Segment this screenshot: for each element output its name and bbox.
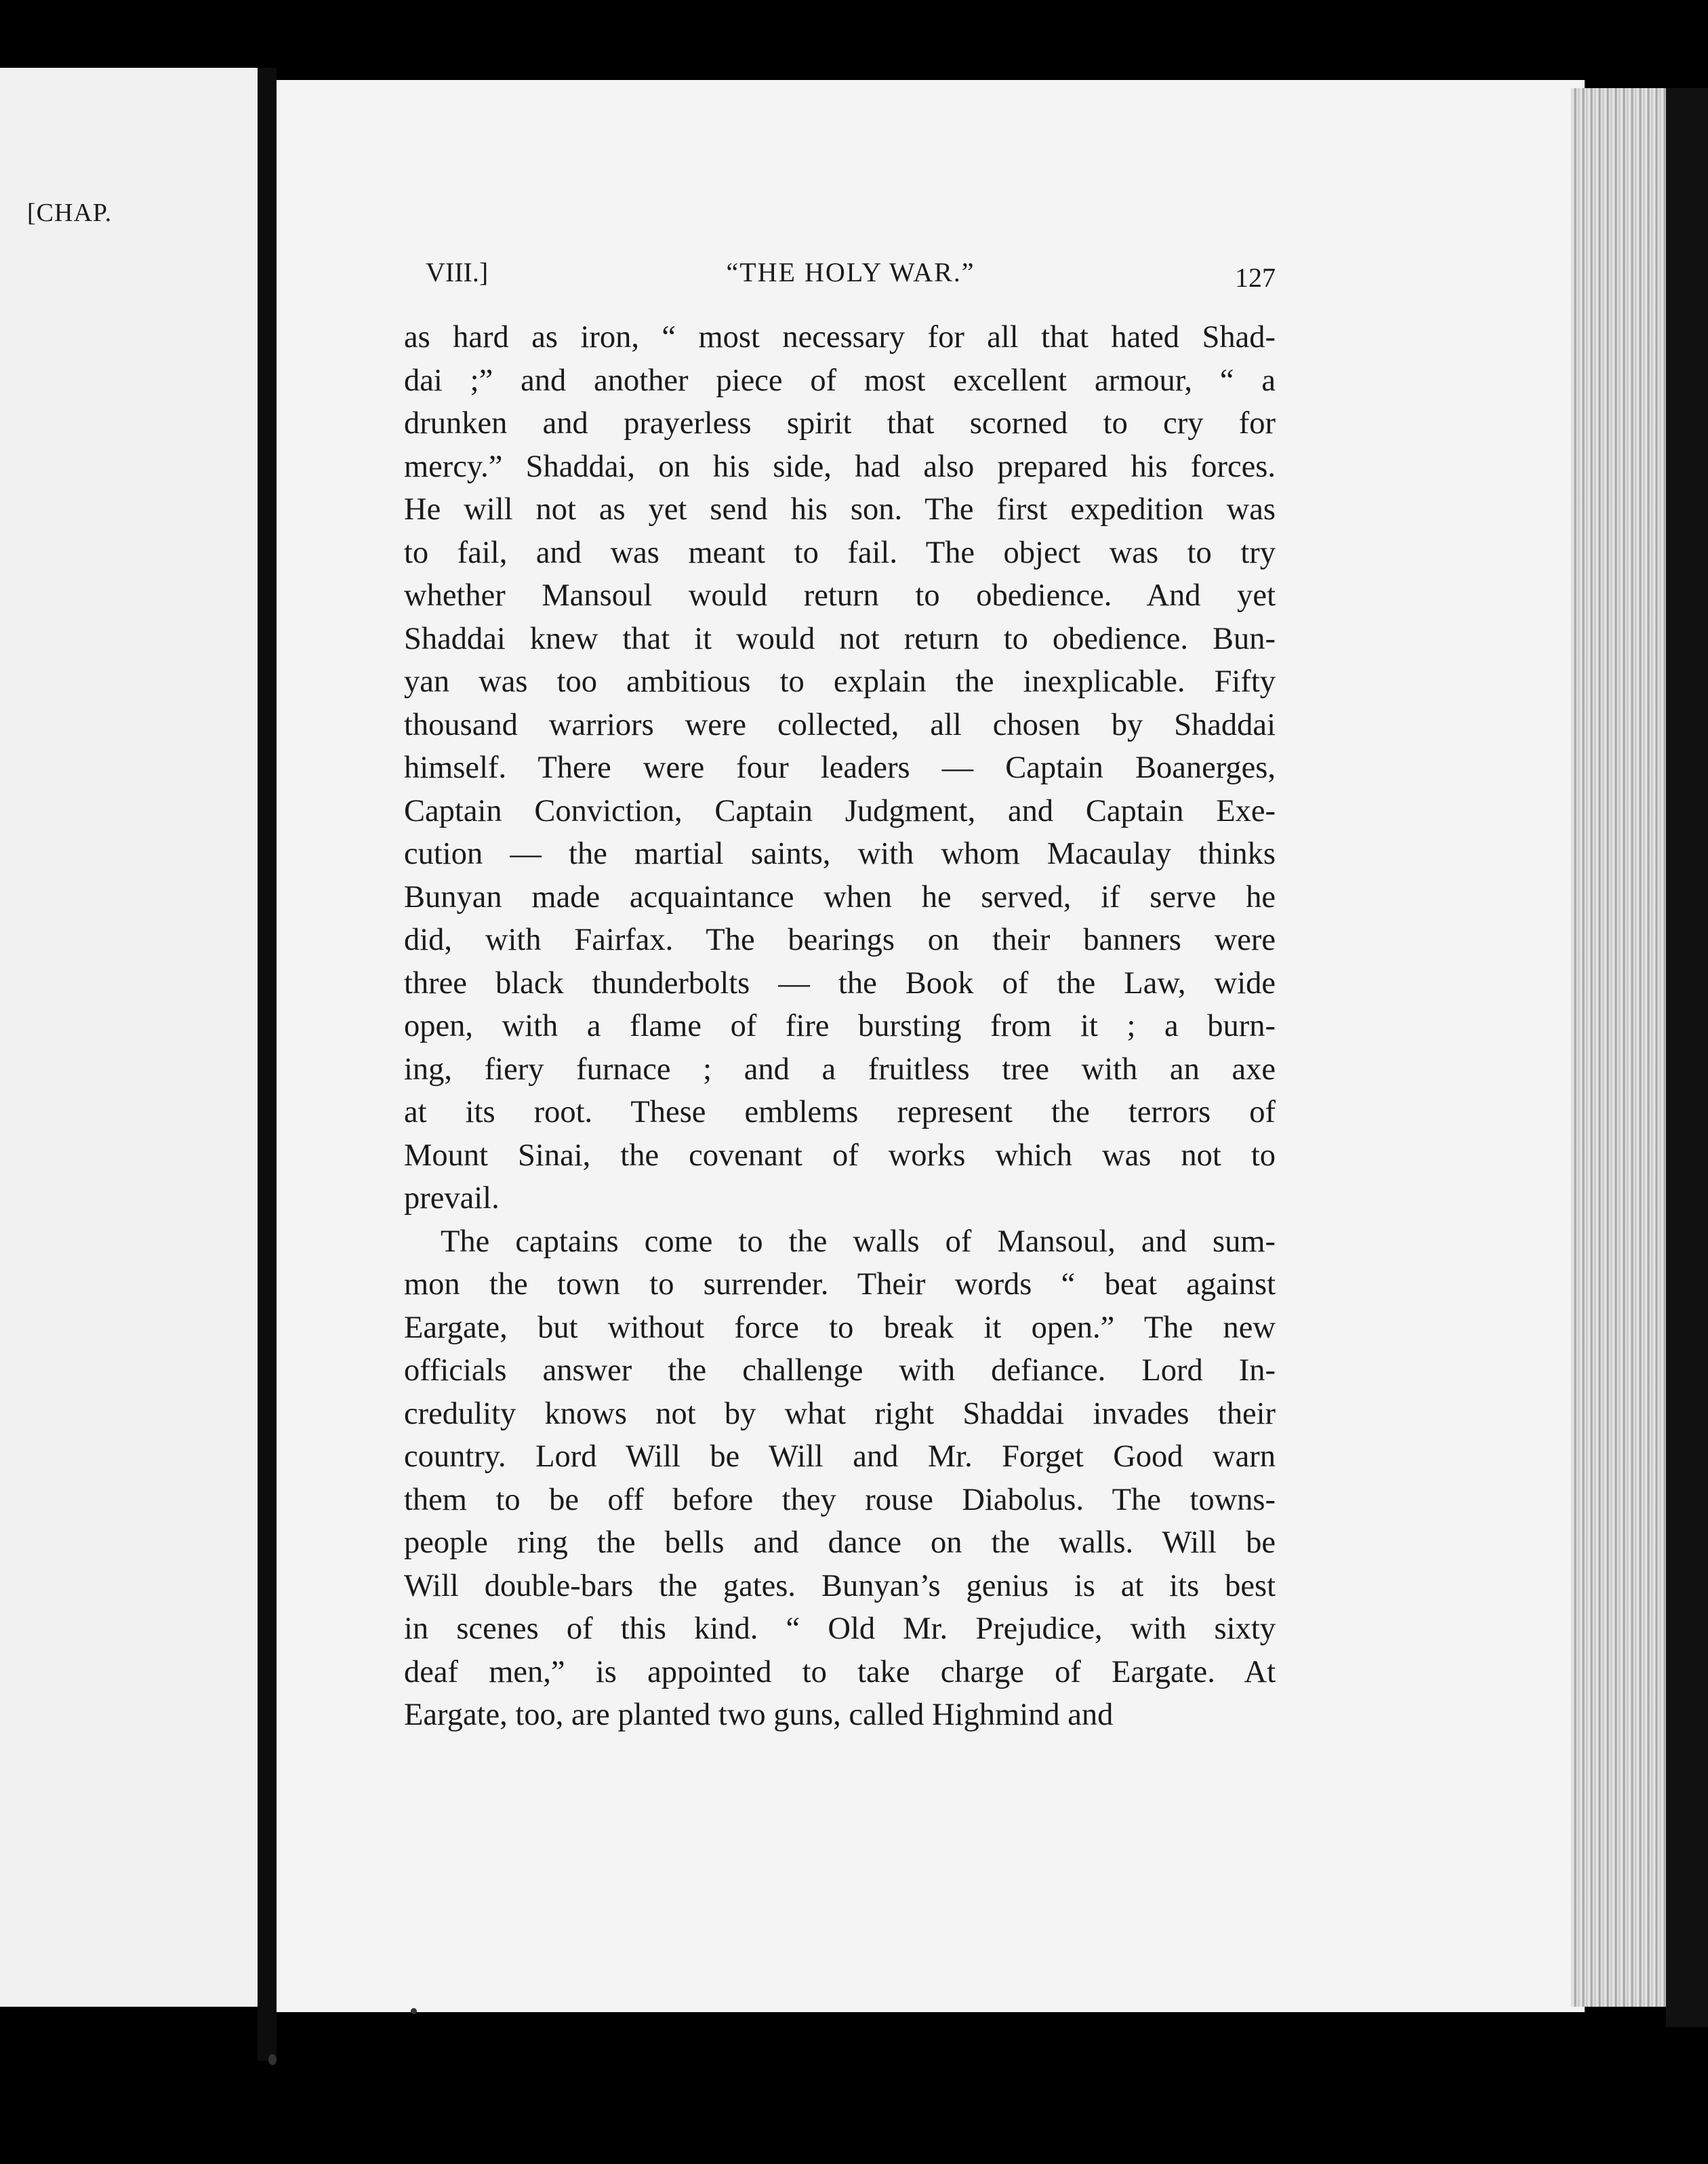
book-gutter [258, 68, 277, 2061]
text-line: Shaddai knew that it would not return to obedience. Bun- [404, 621, 1276, 656]
text-line: deaf men,” is appointed to take charge of Eargate. At [404, 1654, 1276, 1689]
text-line: people ring the bells and dance on the walls. Will be [404, 1525, 1276, 1560]
text-line: Captain Conviction, Captain Judgment, and Captain Exe- [404, 793, 1276, 828]
paragraph-2 [404, 1220, 1276, 1737]
text-line: Eargate, but without force to break it open.” The new [404, 1310, 1276, 1345]
text-line: credulity knows not by what right Shaddai invades their [404, 1396, 1276, 1431]
text-line: Mount Sinai, the covenant of works which was not to [404, 1138, 1276, 1173]
running-title: “THE HOLY WAR.” [726, 257, 975, 287]
running-header [426, 256, 1276, 297]
text-line: whether Mansoul would return to obedience. And yet [404, 578, 1276, 613]
text-line: dai ;” and another piece of most excellent armour, “ a [404, 363, 1276, 398]
text-line: officials answer the challenge with defiance. Lord In- [404, 1353, 1276, 1388]
ink-speck [268, 2054, 277, 2065]
text-line: ing, fiery furnace ; and a fruitless tree with an axe [404, 1051, 1276, 1087]
text-line: thousand warriors were collected, all chosen by Shaddai [404, 707, 1276, 742]
text-line: mon the town to surrender. Their words “ beat against [404, 1267, 1276, 1302]
text-line: Bunyan made acquaintance when he served, if serve he [404, 879, 1276, 915]
text-line: open, with a flame of fire bursting from it ; a burn- [404, 1009, 1276, 1043]
ink-speck [411, 2008, 417, 2014]
chapter-marker: VIII.] [426, 257, 489, 287]
text-line: Eargate, too, are planted two guns, called Highmind and [404, 1698, 1114, 1732]
text-line: country. Lord Will be Will and Mr. Forget Good warn [404, 1439, 1276, 1474]
book-cover-edge [1666, 88, 1708, 2027]
text-line: Will double-bars the gates. Bunyan’s genius is at its best [404, 1568, 1276, 1603]
text-line: yan was too ambitious to explain the inexplicable. Fifty [404, 664, 1276, 699]
text-line: prevail. [404, 1181, 500, 1216]
page-edges [1571, 88, 1666, 2007]
text-line: drunken and prayerless spirit that scorned to cry for [404, 406, 1276, 441]
text-line: did, with Fairfax. The bearings on their banners were [404, 923, 1276, 957]
text-line: cution — the martial saints, with whom Macaulay thinks [404, 837, 1276, 871]
text-line: himself. There were four leaders — Captain Boanerges, [404, 750, 1276, 785]
text-line: in scenes of this kind. “ Old Mr. Prejudice, with sixty [404, 1611, 1276, 1646]
text-line: He will not as yet send his son. The first expedition was [404, 492, 1276, 527]
text-line: at its root. These emblems represent the terrors of [404, 1095, 1276, 1129]
left-page [0, 68, 258, 2007]
body-text [404, 316, 1276, 1737]
text-line: The captains come to the walls of Mansoul, and sum- [441, 1224, 1276, 1259]
text-line: mercy.” Shaddai, on his side, had also prepared his forces. [404, 449, 1276, 484]
text-line: them to be off before they rouse Diabolus. The towns- [404, 1482, 1276, 1517]
page-number: 127 [1235, 262, 1276, 293]
left-page-header: [CHAP. [27, 199, 113, 227]
text-line: three black thunderbolts — the Book of the Law, wide [404, 965, 1276, 1001]
paragraph-1 [404, 316, 1276, 1220]
text-line: as hard as iron, “ most necessary for all that hated Shad- [404, 320, 1276, 355]
text-line: to fail, and was meant to fail. The object was to try [404, 535, 1276, 570]
